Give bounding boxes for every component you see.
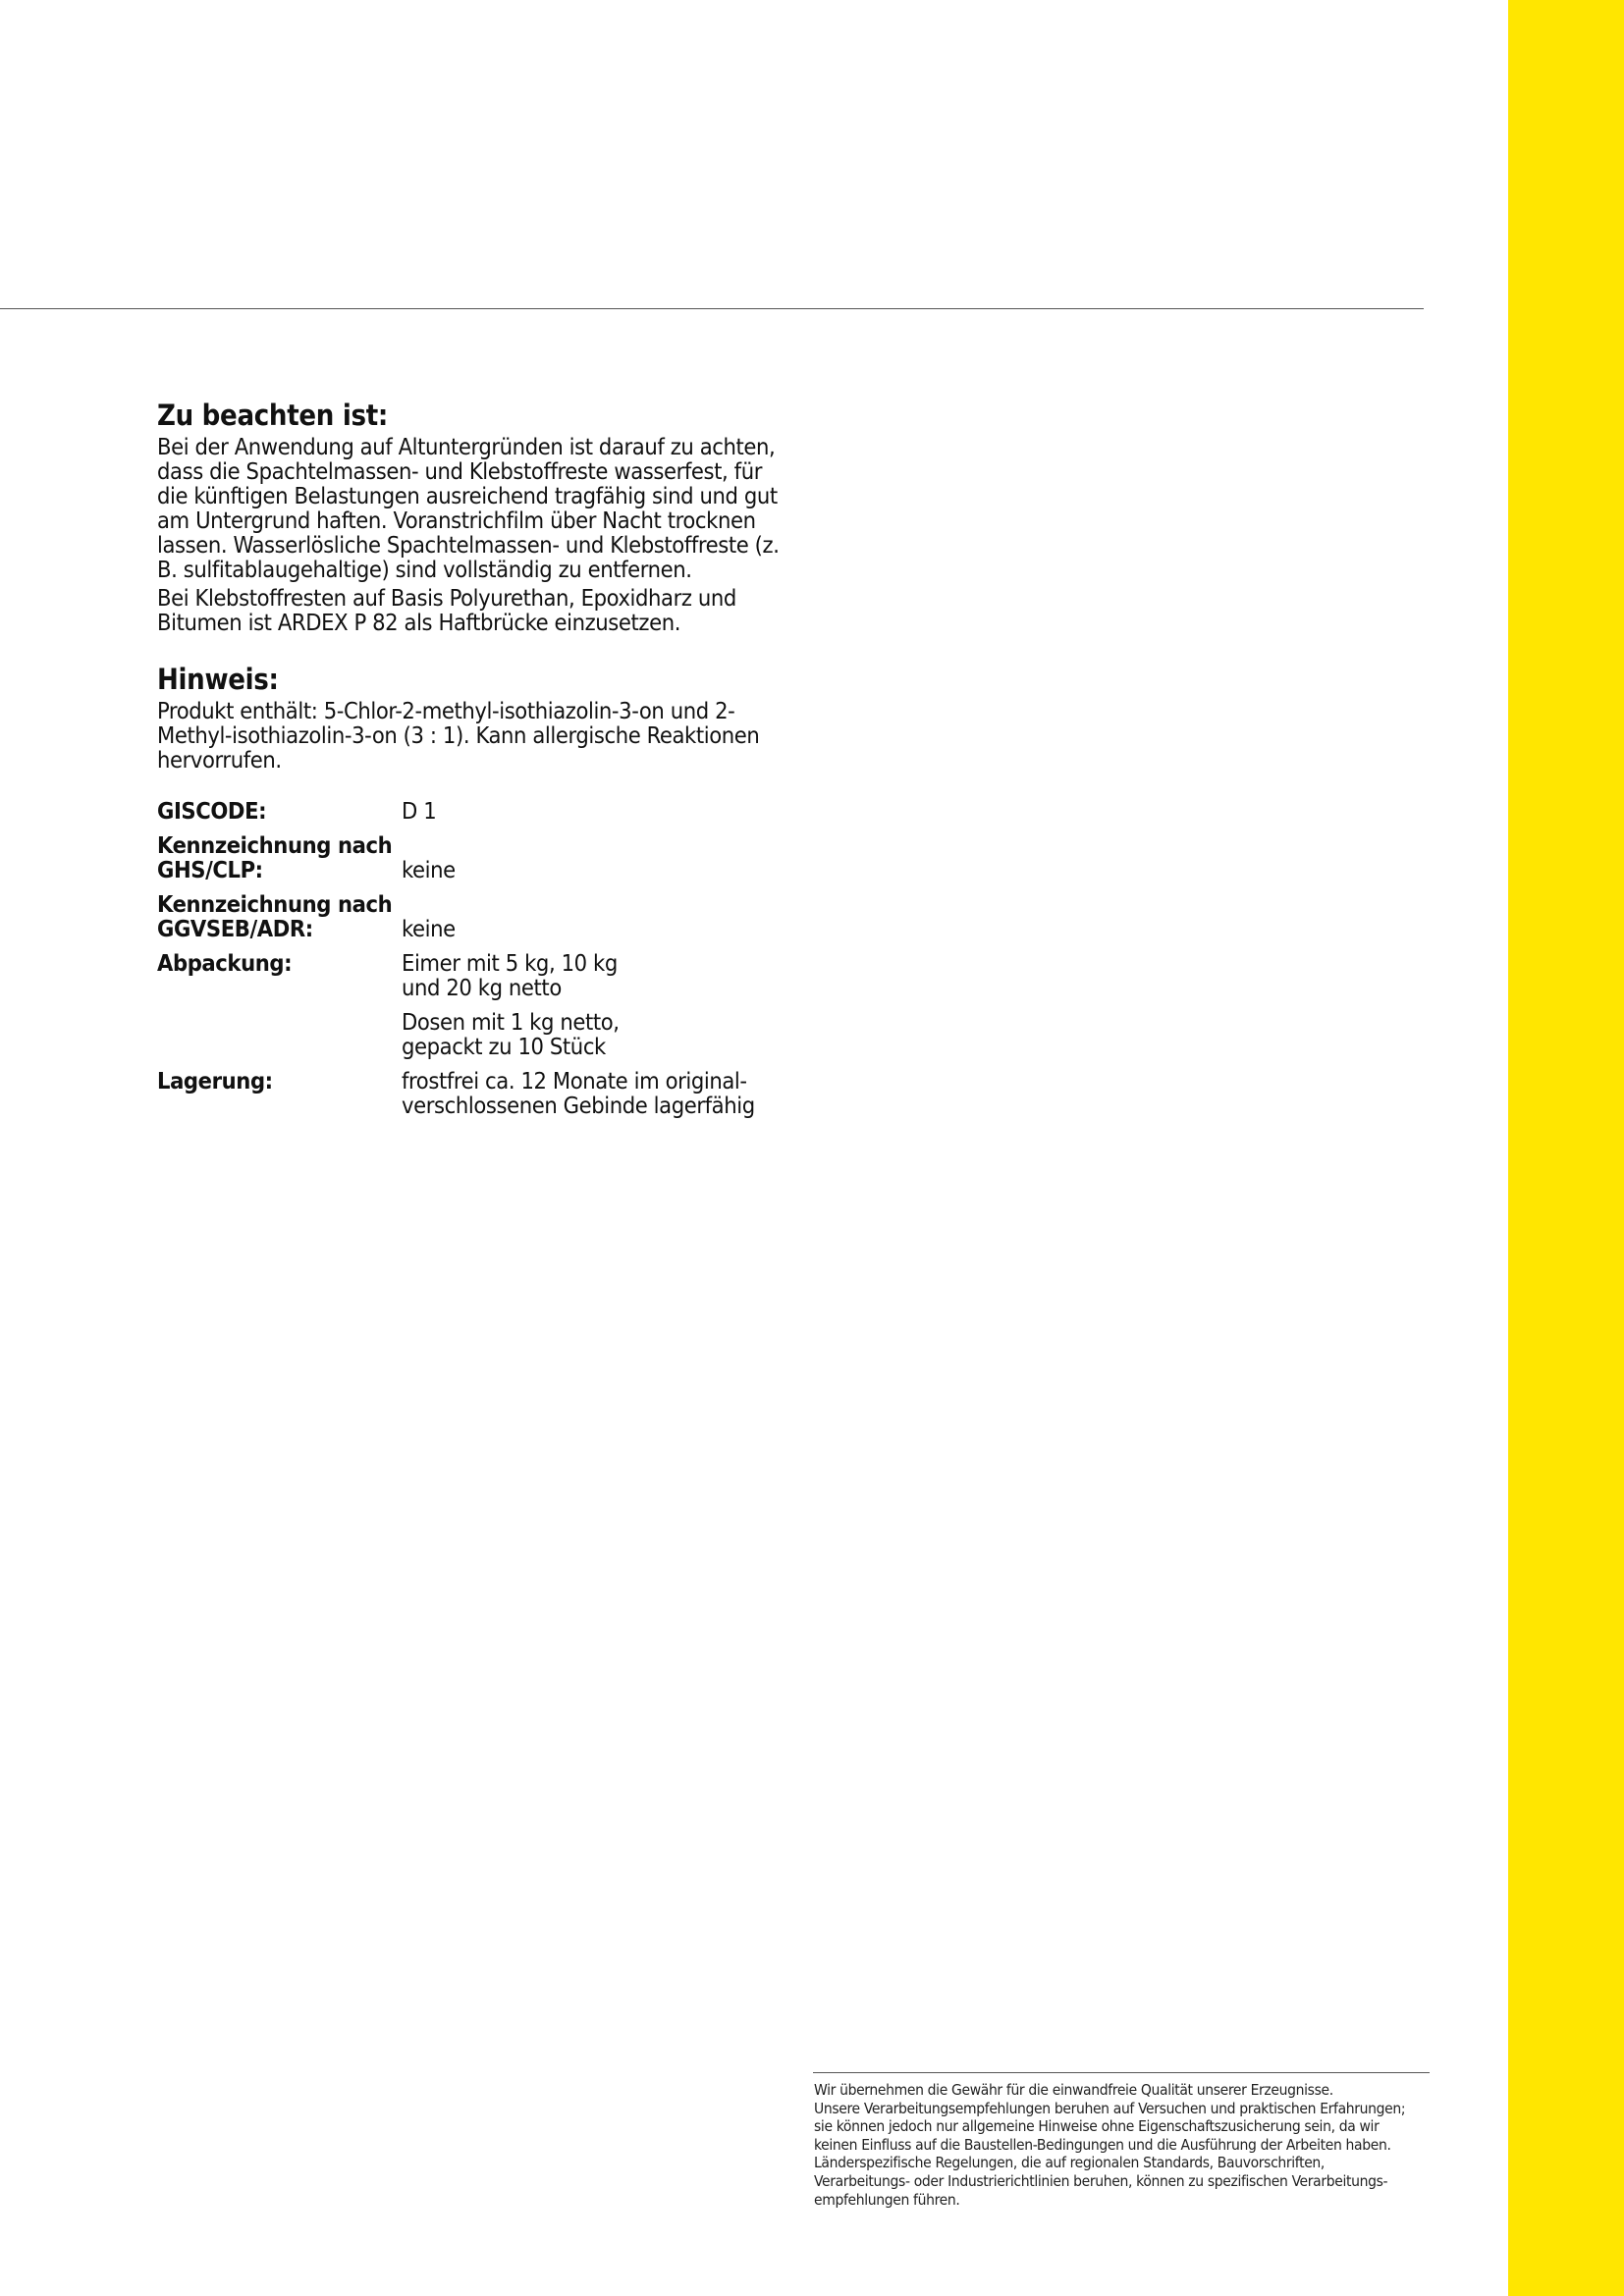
spec-row-giscode <box>157 799 785 824</box>
disclaimer-line-3: sie können jedoch nur allgemeine Hinweise ohne Eigenschaftszusicherung sein, da wir <box>814 2117 1380 2136</box>
spec-label-ghs <box>157 833 402 882</box>
hinweis-text: Produkt enthält: 5-Chlor-2-methyl-isothiazolin-3-on und 2-Methyl-isothiazolin-3-on (3 : 1). Kann allergische Reaktionen hervorrufen. <box>157 697 760 774</box>
disclaimer-line-2: Unsere Verarbeitungsempfehlungen beruhen auf Versuchen und praktischen Erfahrungen; <box>814 2099 1406 2117</box>
spec-value-ggvseb: keine <box>402 915 456 942</box>
spec-label-ggvseb-line2: GGVSEB/ADR: <box>157 915 313 942</box>
disclaimer-line-6: Verarbeitungs- oder Industrierichtlinien beruhen, können zu spezifischen Verarbeitungs- <box>814 2171 1388 2190</box>
spec-row-lagerung <box>157 1069 785 1118</box>
spec-label-lagerung: Lagerung: <box>157 1067 273 1095</box>
disclaimer-line-1: Wir übernehmen die Gewähr für die einwandfreie Qualität unserer Erzeugnisse. <box>814 2081 1333 2099</box>
spec-value-ghs: keine <box>402 856 456 883</box>
disclaimer-text <box>814 2081 1442 2209</box>
spec-label-giscode: GISCODE: <box>157 797 267 825</box>
main-content <box>157 398 785 1128</box>
spec-label-ggvseb-line1: Kennzeichnung nach <box>157 890 393 918</box>
abpackung-dosen-line2: gepackt zu 10 Stück <box>402 1033 606 1060</box>
section-zu-beachten <box>157 398 785 635</box>
disclaimer-line-5: Länderspezifische Regelungen, die auf regionalen Standards, Bauvorschriften, <box>814 2154 1325 2172</box>
beachten-paragraph-1: Bei der Anwendung auf Altuntergründen ist darauf zu achten, dass die Spachtelmassen- und Klebstoffreste wasserfest, für die künftigen Belastungen ausreichend tragfähig sind und gut am Untergrund haften. Voranstrichfilm über Nacht trocknen lassen. Wasserlösliche Spachtelmassen- und Klebstoffreste (z. B. sulfitablaugehaltige) sind vollständig zu entfernen. <box>157 433 780 583</box>
disclaimer-divider <box>813 2072 1430 2073</box>
lagerung-line1: frostfrei ca. 12 Monate im original- <box>402 1067 747 1095</box>
spec-label-ghs-line1: Kennzeichnung nach <box>157 831 393 859</box>
spec-table <box>157 799 785 1118</box>
spec-label-ggvseb <box>157 892 402 941</box>
spec-value-giscode: D 1 <box>402 797 437 825</box>
spec-label-ghs-line2: GHS/CLP: <box>157 856 263 883</box>
header-divider <box>0 308 1424 309</box>
abpackung-dosen <box>402 1010 785 1059</box>
section-heading-zu-beachten: Zu beachten ist: <box>157 399 389 432</box>
abpackung-eimer-line1: Eimer mit 5 kg, 10 kg <box>402 949 618 977</box>
spec-label-abpackung: Abpackung: <box>157 949 293 977</box>
disclaimer-line-7: empfehlungen führen. <box>814 2190 960 2209</box>
spec-row-abpackung <box>157 951 785 1059</box>
spec-value-lagerung <box>402 1069 785 1118</box>
disclaimer-line-4: keinen Einfluss auf die Baustellen-Bedingungen und die Ausführung der Arbeiten haben. <box>814 2135 1391 2154</box>
spec-row-ghs <box>157 833 785 882</box>
lagerung-line2: verschlossenen Gebinde lagerfähig <box>402 1092 755 1119</box>
yellow-side-band <box>1508 0 1624 2296</box>
beachten-paragraph-2: Bei Klebstoffresten auf Basis Polyurethan, Epoxidharz und Bitumen ist ARDEX P 82 als Haftbrücke einzusetzen. <box>157 584 736 636</box>
abpackung-eimer-line2: und 20 kg netto <box>402 974 562 1001</box>
spec-value-abpackung <box>402 951 785 1059</box>
section-hinweis <box>157 662 785 773</box>
spec-row-ggvseb <box>157 892 785 941</box>
abpackung-dosen-line1: Dosen mit 1 kg netto, <box>402 1008 620 1036</box>
section-heading-hinweis: Hinweis: <box>157 663 279 696</box>
abpackung-eimer <box>402 951 785 1000</box>
